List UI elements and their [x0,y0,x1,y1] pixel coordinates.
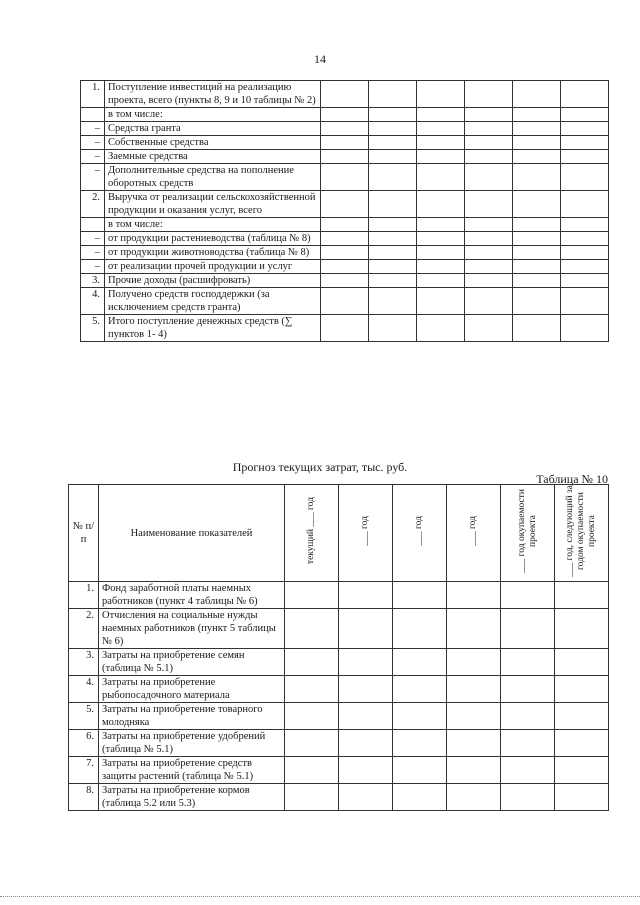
table-row [81,315,609,342]
value-cell [501,649,555,676]
value-cell [561,274,609,288]
value-cell [513,274,561,288]
value-cell [369,122,417,136]
value-cell [447,582,501,609]
value-cell [555,784,609,811]
table-row [69,582,609,609]
value-cell [393,649,447,676]
value-cell [339,649,393,676]
value-cell [513,136,561,150]
value-cell [369,246,417,260]
row-number: 5. [69,703,99,730]
value-cell [339,703,393,730]
value-cell [369,260,417,274]
value-cell [555,582,609,609]
header-name: Наименование показателей [99,485,285,582]
row-number: – [81,164,105,191]
table-row [69,730,609,757]
value-cell [321,150,369,164]
table-row [81,260,609,274]
row-number: – [81,246,105,260]
costs-table [68,484,609,811]
value-cell [321,191,369,218]
value-cell [561,260,609,274]
value-cell [321,315,369,342]
value-cell [501,609,555,649]
row-label: Затраты на приобретение товарного молодняка [99,703,285,730]
value-cell [555,609,609,649]
table-row [81,246,609,260]
value-cell [555,649,609,676]
value-cell [513,122,561,136]
value-cell [369,81,417,108]
table-row [81,122,609,136]
value-cell [513,260,561,274]
table-row [81,136,609,150]
value-cell [321,274,369,288]
value-cell [369,274,417,288]
value-cell [447,703,501,730]
row-label: Итого поступление денежных средств (∑ пунктов 1- 4) [105,315,321,342]
value-cell [369,108,417,122]
table-row [69,703,609,730]
value-cell [501,757,555,784]
table-row [69,676,609,703]
table-row [81,164,609,191]
value-cell [339,730,393,757]
value-cell [513,288,561,315]
table-row [81,288,609,315]
value-cell [501,784,555,811]
row-number [81,218,105,232]
value-cell [417,218,465,232]
value-cell [561,164,609,191]
header-col3: ___ год [393,485,447,582]
value-cell [369,191,417,218]
row-number: 3. [81,274,105,288]
value-cell [285,784,339,811]
value-cell [513,191,561,218]
value-cell [561,218,609,232]
investment-table [80,80,609,342]
row-label: от реализации прочей продукции и услуг [105,260,321,274]
table-row [81,150,609,164]
value-cell [321,81,369,108]
value-cell [285,582,339,609]
row-number: 3. [69,649,99,676]
value-cell [555,703,609,730]
value-cell [465,108,513,122]
header-col5: ___ год окупаемости проекта [501,485,555,582]
table-row [81,218,609,232]
table-row [81,191,609,218]
value-cell [513,164,561,191]
value-cell [321,218,369,232]
value-cell [321,164,369,191]
header-col6: ___ год, следующий за годом окупаемости проекта [555,485,609,582]
value-cell [339,757,393,784]
value-cell [321,232,369,246]
header-num: № п/п [69,485,99,582]
row-label: Собственные средства [105,136,321,150]
value-cell [369,218,417,232]
value-cell [447,730,501,757]
value-cell [561,81,609,108]
value-cell [417,164,465,191]
table-row [81,108,609,122]
row-number: 4. [69,676,99,703]
table-row [81,232,609,246]
row-number: – [81,232,105,246]
value-cell [465,288,513,315]
value-cell [561,315,609,342]
value-cell [465,260,513,274]
row-number: 2. [69,609,99,649]
value-cell [513,218,561,232]
value-cell [417,315,465,342]
value-cell [285,730,339,757]
value-cell [501,676,555,703]
value-cell [339,609,393,649]
row-number: – [81,260,105,274]
value-cell [513,232,561,246]
row-number: 8. [69,784,99,811]
value-cell [561,122,609,136]
row-number: 1. [69,582,99,609]
value-cell [285,609,339,649]
row-label: в том числе: [105,218,321,232]
row-label: Дополнительные средства на пополнение оборотных средств [105,164,321,191]
value-cell [369,150,417,164]
value-cell [339,582,393,609]
value-cell [369,164,417,191]
value-cell [501,582,555,609]
table-row [69,784,609,811]
value-cell [465,150,513,164]
value-cell [465,191,513,218]
value-cell [465,136,513,150]
row-label: Поступление инвестиций на реализацию проекта, всего (пункты 8, 9 и 10 таблицы № 2) [105,81,321,108]
value-cell [513,108,561,122]
value-cell [417,246,465,260]
row-number: – [81,122,105,136]
value-cell [417,191,465,218]
row-number: 5. [81,315,105,342]
value-cell [285,703,339,730]
row-number: – [81,150,105,164]
value-cell [321,122,369,136]
value-cell [321,108,369,122]
table-row [69,757,609,784]
value-cell [417,260,465,274]
row-label: Затраты на приобретение кормов (таблица 5.2 или 5.3) [99,784,285,811]
value-cell [465,218,513,232]
value-cell [339,784,393,811]
header-col1: текущий ___ год [285,485,339,582]
value-cell [561,150,609,164]
table-row [69,649,609,676]
value-cell [285,757,339,784]
bottom-rule [0,896,640,897]
value-cell [321,260,369,274]
value-cell [369,232,417,246]
row-label: Фонд заработной платы наемных работников (пункт 4 таблицы № 6) [99,582,285,609]
costs-header-row [69,485,609,582]
page-number: 14 [314,52,326,66]
value-cell [513,315,561,342]
table-row [81,274,609,288]
header-col2: ___ год [339,485,393,582]
value-cell [393,703,447,730]
row-label: от продукции растениеводства (таблица № 8) [105,232,321,246]
row-label: от продукции животноводства (таблица № 8) [105,246,321,260]
value-cell [393,784,447,811]
value-cell [447,757,501,784]
value-cell [321,288,369,315]
value-cell [555,730,609,757]
value-cell [417,274,465,288]
value-cell [465,246,513,260]
row-number: 1. [81,81,105,108]
value-cell [369,136,417,150]
value-cell [561,288,609,315]
value-cell [513,246,561,260]
value-cell [339,676,393,703]
value-cell [393,609,447,649]
value-cell [561,108,609,122]
row-label: Затраты на приобретение семян (таблица № 5.1) [99,649,285,676]
row-number: 7. [69,757,99,784]
value-cell [465,122,513,136]
value-cell [513,81,561,108]
value-cell [417,136,465,150]
value-cell [501,730,555,757]
value-cell [285,676,339,703]
row-label: в том числе: [105,108,321,122]
value-cell [447,784,501,811]
value-cell [417,232,465,246]
value-cell [417,108,465,122]
value-cell [447,649,501,676]
value-cell [321,246,369,260]
table-label: Таблица № 10 [536,472,608,486]
value-cell [513,150,561,164]
row-label: Затраты на приобретение средств защиты растений (таблица № 5.1) [99,757,285,784]
row-label: Заемные средства [105,150,321,164]
row-label: Средства гранта [105,122,321,136]
value-cell [285,649,339,676]
row-label: Выручка от реализации сельскохозяйственной продукции и оказания услуг, всего [105,191,321,218]
forecast-title: Прогноз текущих затрат, тыс. руб. [232,460,408,474]
value-cell [447,609,501,649]
value-cell [555,757,609,784]
value-cell [561,191,609,218]
value-cell [393,582,447,609]
value-cell [465,232,513,246]
value-cell [465,164,513,191]
value-cell [369,315,417,342]
row-number [81,108,105,122]
value-cell [465,274,513,288]
row-label: Прочие доходы (расшифровать) [105,274,321,288]
row-label: Затраты на приобретение удобрений (таблица № 5.1) [99,730,285,757]
value-cell [417,81,465,108]
value-cell [555,676,609,703]
value-cell [393,730,447,757]
value-cell [465,81,513,108]
value-cell [561,136,609,150]
header-col4: ___ год [447,485,501,582]
value-cell [561,232,609,246]
row-number: 2. [81,191,105,218]
table-row [69,609,609,649]
value-cell [465,315,513,342]
value-cell [417,288,465,315]
row-number: 4. [81,288,105,315]
table-row [81,81,609,108]
value-cell [417,150,465,164]
value-cell [393,676,447,703]
value-cell [561,246,609,260]
row-label: Затраты на приобретение рыбопосадочного материала [99,676,285,703]
value-cell [417,122,465,136]
row-number: 6. [69,730,99,757]
row-label: Отчисления на социальные нужды наемных работников (пункт 5 таблицы № 6) [99,609,285,649]
row-number: – [81,136,105,150]
value-cell [447,676,501,703]
row-label: Получено средств господдержки (за исключением средств гранта) [105,288,321,315]
value-cell [321,136,369,150]
value-cell [501,703,555,730]
value-cell [393,757,447,784]
value-cell [369,288,417,315]
